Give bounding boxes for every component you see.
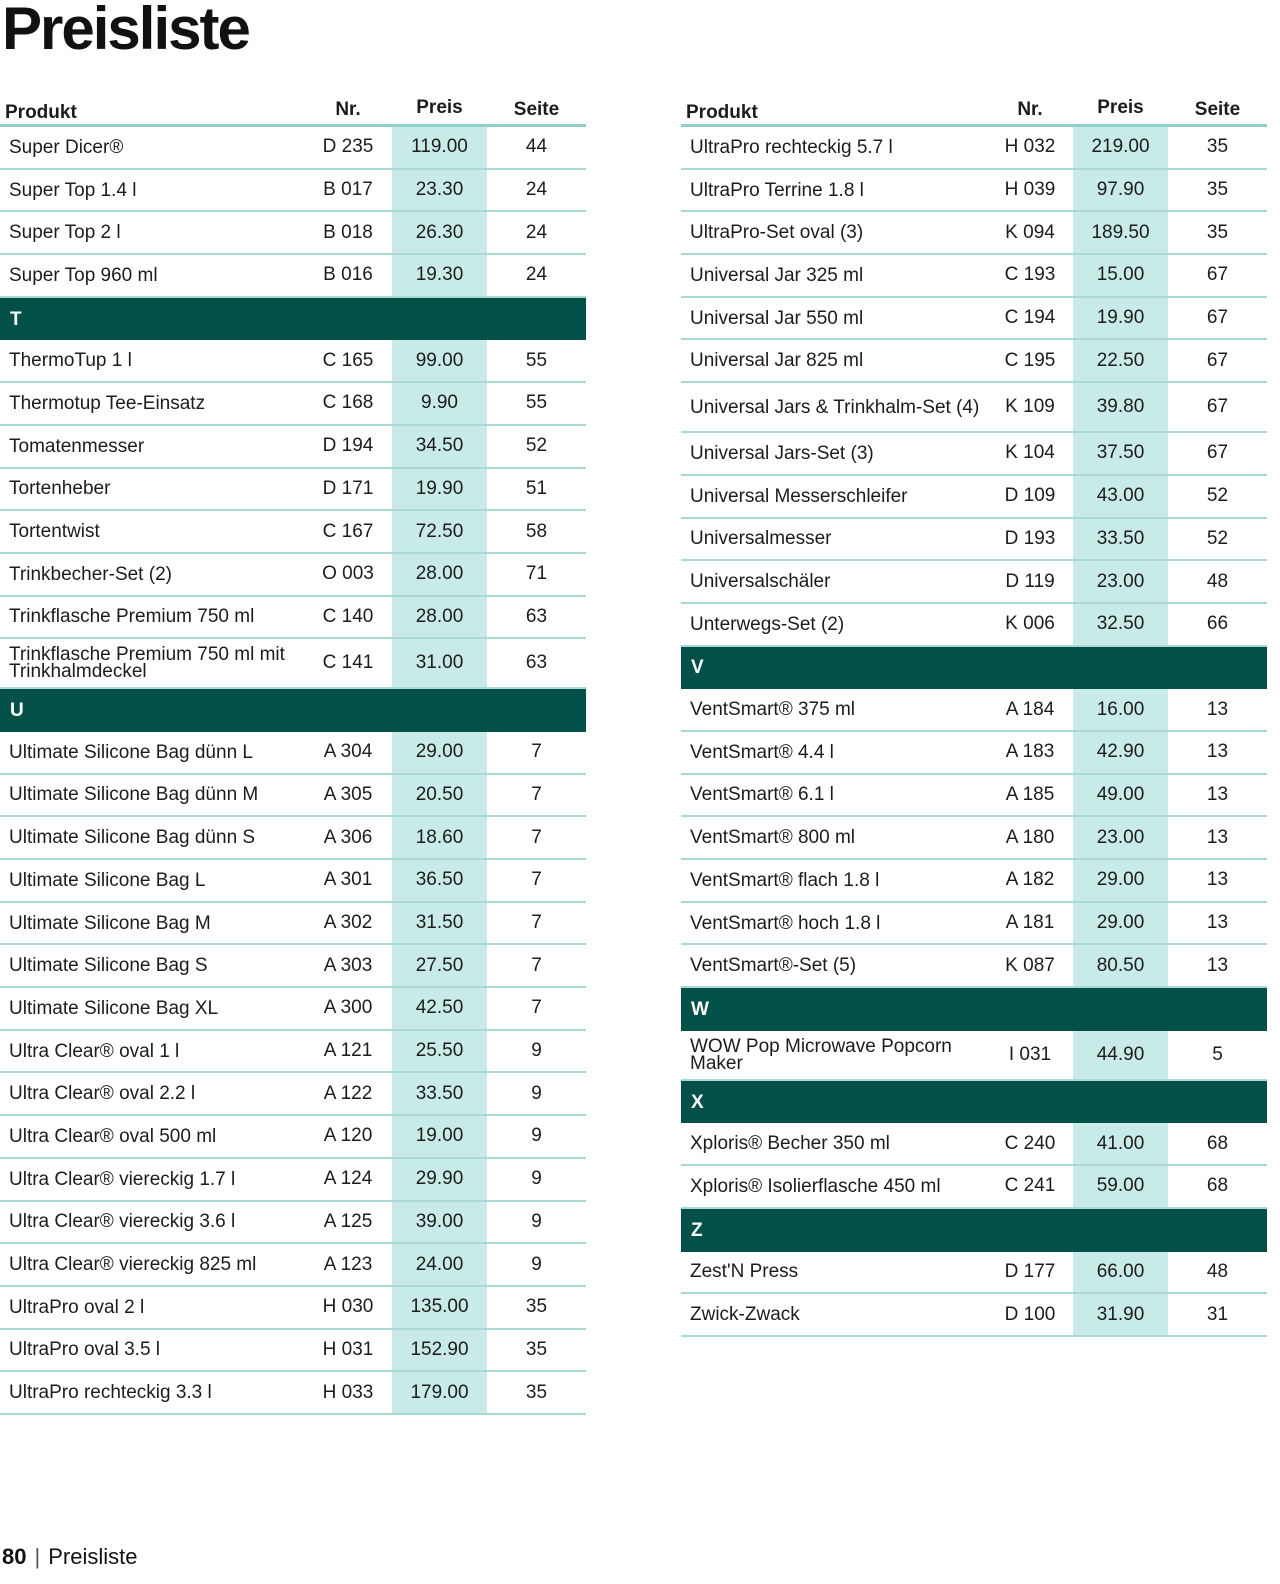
product-name: Universal Jar 325 ml [690,264,864,286]
product-page: 13 [1206,698,1229,720]
product-name: Ultra Clear® viereckig 3.6 l [9,1211,236,1233]
table-row [0,1202,586,1245]
product-number: K 094 [1005,221,1055,243]
product-number: C 194 [1004,307,1056,329]
product-number: A 123 [323,1253,373,1275]
table-row [0,1244,586,1287]
table-row [681,732,1267,775]
product-name: Trinkflasche Premium 750 ml mit Trinkhalmdeckel [9,644,285,683]
product-page: 52 [1206,485,1229,507]
product-number: C 193 [1004,264,1056,286]
table-row [0,554,586,597]
section-letter: X [691,1091,704,1113]
product-price: 24.00 [392,1244,487,1285]
product-page: 13 [1206,954,1229,976]
product-name: Tortentwist [9,521,100,543]
table-row [0,469,586,512]
table-row [0,255,586,298]
table-row [681,433,1267,476]
product-price: 219.00 [1073,127,1168,168]
product-name: Ultimate Silicone Bag dünn L [9,741,253,763]
product-name: Tortenheber [9,478,111,500]
table-row [0,945,586,988]
table-row [681,340,1267,383]
table-row [0,1287,586,1330]
product-name: Xploris® Isolierflasche 450 ml [690,1175,941,1197]
header-seite: Seite [1194,99,1241,120]
table-row [0,340,586,383]
table-row [681,1252,1267,1295]
product-name: VentSmart® flach 1.8 l [690,869,880,891]
table-body-right [681,127,1267,1337]
product-price: 32.50 [1073,604,1168,645]
product-price: 23.00 [1073,817,1168,858]
section-letter-row [681,1209,1267,1252]
product-price: 29.90 [392,1159,487,1200]
product-number: C 168 [322,392,374,414]
table-row [0,860,586,903]
table-row [681,298,1267,341]
product-name: VentSmart® 800 ml [690,827,856,849]
product-page: 35 [1206,221,1229,243]
product-name: Universal Jars-Set (3) [690,442,874,464]
product-page: 66 [1206,613,1229,635]
product-price: 19.90 [392,469,487,510]
table-row [0,775,586,818]
table-row [681,1123,1267,1166]
product-price: 34.50 [392,426,487,467]
product-number: C 140 [322,605,374,627]
product-name: VentSmart® 6.1 l [690,784,834,806]
product-page: 7 [531,954,542,976]
product-number: D 177 [1004,1260,1056,1282]
product-price: 31.50 [392,903,487,944]
table-row [681,476,1267,519]
product-price: 25.50 [392,1031,487,1072]
section-letter-row [681,988,1267,1031]
product-name: Unterwegs-Set (2) [690,613,845,635]
product-number: H 031 [322,1338,374,1360]
table-row [681,817,1267,860]
product-number: C 141 [322,652,374,674]
product-name: Super Dicer® [9,136,124,158]
product-name: UltraPro rechteckig 3.3 l [9,1382,212,1404]
product-name: VentSmart® hoch 1.8 l [690,912,881,934]
product-price: 41.00 [1073,1123,1168,1164]
product-page: 67 [1206,442,1229,464]
product-number: C 240 [1004,1132,1056,1154]
product-number: A 184 [1005,698,1055,720]
table-row [0,127,586,170]
header-produkt: Produkt [5,102,77,123]
table-header [681,95,1267,127]
product-price: 37.50 [1073,433,1168,474]
product-number: C 241 [1004,1175,1056,1197]
product-price: 33.50 [1073,519,1168,560]
table-row [681,170,1267,213]
page-title: Preisliste [2,0,249,62]
product-page: 7 [531,826,542,848]
table-row [0,383,586,426]
product-number: I 031 [1008,1043,1052,1065]
product-number: D 235 [322,136,374,158]
product-name: Ultra Clear® viereckig 1.7 l [9,1168,236,1190]
product-number: A 306 [323,826,373,848]
product-page: 9 [531,1253,542,1275]
product-name: UltraPro rechteckig 5.7 l [690,136,893,158]
product-number: D 109 [1004,485,1056,507]
table-row [681,1166,1267,1209]
product-price: 19.30 [392,255,487,296]
product-number: D 194 [322,435,374,457]
product-page: 7 [531,741,542,763]
product-price: 29.00 [1073,903,1168,944]
product-page: 67 [1206,349,1229,371]
product-page: 67 [1206,264,1229,286]
product-name: Ultimate Silicone Bag dünn S [9,827,256,849]
product-price: 26.30 [392,212,487,253]
product-number: C 195 [1004,349,1056,371]
table-row [0,170,586,213]
product-page: 48 [1206,1260,1229,1282]
product-price: 20.50 [392,775,487,816]
table-row [0,597,586,640]
product-price: 29.00 [1073,860,1168,901]
table-row [0,212,586,255]
table-row [681,1031,1267,1081]
table-row [681,1294,1267,1337]
page-footer [2,1544,137,1570]
product-price: 28.00 [392,554,487,595]
product-page: 63 [525,652,548,674]
table-row [681,903,1267,946]
product-page: 5 [1212,1043,1223,1065]
product-price: 179.00 [392,1372,487,1413]
table-row [0,1372,586,1415]
product-name: Ultimate Silicone Bag XL [9,997,219,1019]
product-price: 119.00 [392,127,487,168]
product-number: D 193 [1004,527,1056,549]
product-price: 189.50 [1073,212,1168,253]
product-page: 48 [1206,570,1229,592]
table-row [0,1073,586,1116]
table-row [0,732,586,775]
product-price: 42.90 [1073,732,1168,773]
product-page: 7 [531,783,542,805]
table-header [0,95,586,127]
product-page: 7 [531,912,542,934]
product-name: UltraPro oval 2 l [9,1296,145,1318]
product-page: 58 [525,520,548,542]
product-number: A 121 [323,1040,373,1062]
product-page: 52 [525,435,548,457]
product-price: 29.00 [392,732,487,773]
product-number: C 167 [322,520,374,542]
product-page: 63 [525,605,548,627]
product-name: Universal Jar 825 ml [690,350,864,372]
header-preis: Preis [416,97,463,118]
product-number: K 087 [1005,954,1055,976]
table-body-left [0,127,586,1415]
product-page: 52 [1206,527,1229,549]
product-name: Ultimate Silicone Bag M [9,912,211,934]
product-page: 24 [525,264,548,286]
product-page: 67 [1206,396,1229,418]
product-page: 9 [531,1040,542,1062]
product-page: 51 [525,477,548,499]
product-name: Ultimate Silicone Bag dünn M [9,784,259,806]
table-row [0,511,586,554]
product-price: 33.50 [392,1073,487,1114]
product-page: 7 [531,869,542,891]
table-row [681,561,1267,604]
product-name: Ultra Clear® oval 2.2 l [9,1083,196,1105]
table-row [0,1159,586,1202]
product-price: 18.60 [392,817,487,858]
product-page: 13 [1206,826,1229,848]
product-page: 24 [525,179,548,201]
section-letter: W [691,998,709,1020]
product-number: A 304 [323,741,373,763]
product-name: Ultimate Silicone Bag S [9,955,208,977]
product-price: 152.90 [392,1330,487,1371]
product-price: 16.00 [1073,689,1168,730]
header-seite: Seite [513,99,560,120]
product-page: 55 [525,392,548,414]
product-number: B 017 [323,179,373,201]
product-number: D 119 [1005,570,1055,592]
page-number: 80 [2,1544,27,1569]
product-page: 35 [1206,136,1229,158]
product-price: 80.50 [1073,945,1168,986]
product-page: 68 [1206,1175,1229,1197]
table-row [0,1031,586,1074]
table-row [681,945,1267,988]
product-number: A 122 [323,1082,373,1104]
product-number: K 104 [1005,442,1055,464]
product-number: A 180 [1005,826,1055,848]
product-price: 49.00 [1073,775,1168,816]
product-name: Universal Messerschleifer [690,485,908,507]
table-row [0,1330,586,1373]
product-page: 13 [1206,912,1229,934]
product-name: WOW Pop Microwave Popcorn Maker [690,1035,952,1074]
table-row [681,860,1267,903]
product-number: H 030 [322,1296,374,1318]
product-price: 19.00 [392,1116,487,1157]
product-name: Super Top 2 l [9,222,121,244]
table-row [681,775,1267,818]
product-number: A 185 [1005,783,1055,805]
section-letter-row [681,647,1267,690]
product-page: 44 [525,136,548,158]
price-table-right [681,95,1267,1337]
product-number: B 018 [323,221,373,243]
product-price: 31.00 [392,639,487,687]
product-number: D 100 [1004,1303,1056,1325]
product-number: K 109 [1005,396,1055,418]
product-page: 13 [1206,741,1229,763]
product-number: A 301 [323,869,373,891]
table-row [0,988,586,1031]
product-page: 24 [525,221,548,243]
product-price: 39.00 [392,1202,487,1243]
table-row [0,903,586,946]
product-page: 35 [525,1296,548,1318]
product-name: Tomatenmesser [9,435,145,457]
product-page: 9 [531,1125,542,1147]
product-number: D 171 [322,477,374,499]
product-page: 13 [1206,783,1229,805]
table-row [681,604,1267,647]
product-number: A 181 [1005,912,1055,934]
product-number: A 125 [323,1210,373,1232]
product-number: A 120 [323,1125,373,1147]
product-name: UltraPro-Set oval (3) [690,222,864,244]
product-price: 36.50 [392,860,487,901]
product-page: 9 [531,1168,542,1190]
product-price: 31.90 [1073,1294,1168,1335]
product-page: 35 [525,1381,548,1403]
product-number: B 016 [323,264,373,286]
product-name: Universalschäler [690,571,831,593]
product-name: VentSmart® 375 ml [690,699,856,721]
product-price: 19.90 [1073,298,1168,339]
product-number: H 032 [1004,136,1056,158]
table-row [0,426,586,469]
table-row [681,212,1267,255]
product-name: Universal Jar 550 ml [690,307,864,329]
product-price: 97.90 [1073,170,1168,211]
product-name: Zest'N Press [690,1261,799,1283]
product-page: 67 [1206,307,1229,329]
product-page: 13 [1206,869,1229,891]
product-page: 9 [531,1210,542,1232]
product-name: VentSmart® 4.4 l [690,741,834,763]
section-letter: T [10,308,22,330]
product-price: 44.90 [1073,1031,1168,1079]
table-row [681,689,1267,732]
product-name: Ultra Clear® viereckig 825 ml [9,1254,257,1276]
product-name: Ultra Clear® oval 1 l [9,1040,180,1062]
product-name: ThermoTup 1 l [9,350,132,372]
product-name: Zwick-Zwack [690,1304,800,1326]
product-number: H 039 [1004,179,1056,201]
section-letter-row [681,1081,1267,1124]
product-number: A 182 [1005,869,1055,891]
section-letter: Z [691,1219,703,1241]
product-page: 35 [525,1338,548,1360]
table-row [681,519,1267,562]
product-name: UltraPro Terrine 1.8 l [690,179,864,201]
product-number: O 003 [322,563,374,585]
product-price: 22.50 [1073,340,1168,381]
product-number: H 033 [322,1381,374,1403]
product-name: Ultimate Silicone Bag L [9,869,206,891]
footer-label: Preisliste [48,1544,138,1569]
header-nr: Nr. [335,99,361,120]
table-row [681,127,1267,170]
product-name: Xploris® Becher 350 ml [690,1133,890,1155]
product-price: 135.00 [392,1287,487,1328]
header-nr: Nr. [1017,99,1043,120]
product-name: UltraPro oval 3.5 l [9,1339,161,1361]
product-price: 43.00 [1073,476,1168,517]
price-table-left [0,95,586,1415]
product-page: 35 [1206,179,1229,201]
product-price: 72.50 [392,511,487,552]
product-number: A 183 [1005,741,1055,763]
product-name: VentSmart®-Set (5) [690,955,857,977]
product-price: 42.50 [392,988,487,1029]
table-row [681,383,1267,433]
product-number: A 300 [323,997,373,1019]
product-price: 23.30 [392,170,487,211]
product-page: 68 [1206,1132,1229,1154]
section-letter: U [10,700,24,722]
product-name: Trinkflasche Premium 750 ml [9,606,255,628]
product-number: A 303 [323,954,373,976]
product-name: Ultra Clear® oval 500 ml [9,1125,217,1147]
product-number: K 006 [1005,613,1055,635]
table-row [0,639,586,689]
section-letter: V [691,657,704,679]
product-price: 28.00 [392,597,487,638]
product-price: 66.00 [1073,1252,1168,1293]
product-page: 55 [525,349,548,371]
product-name: Thermotup Tee-Einsatz [9,392,206,414]
table-row [0,1116,586,1159]
product-page: 31 [1206,1303,1229,1325]
product-page: 71 [525,563,548,585]
product-price: 39.80 [1073,383,1168,431]
product-price: 23.00 [1073,561,1168,602]
product-name: Universalmesser [690,528,832,550]
product-name: Super Top 960 ml [9,264,158,286]
section-letter-row [0,298,586,341]
product-number: C 165 [322,349,374,371]
product-number: A 302 [323,912,373,934]
header-preis: Preis [1097,97,1144,118]
footer-separator: | [34,1544,41,1569]
table-row [0,817,586,860]
product-price: 9.90 [392,383,487,424]
product-number: A 124 [323,1168,373,1190]
product-price: 99.00 [392,340,487,381]
product-name: Super Top 1.4 l [9,179,137,201]
product-price: 59.00 [1073,1166,1168,1207]
product-number: A 305 [323,783,373,805]
product-price: 27.50 [392,945,487,986]
product-price: 15.00 [1073,255,1168,296]
product-page: 9 [531,1082,542,1104]
product-name: Trinkbecher-Set (2) [9,563,172,585]
header-produkt: Produkt [686,102,758,123]
table-row [681,255,1267,298]
section-letter-row [0,689,586,732]
product-page: 7 [531,997,542,1019]
product-name: Universal Jars & Trinkhalm-Set (4) [690,396,980,418]
